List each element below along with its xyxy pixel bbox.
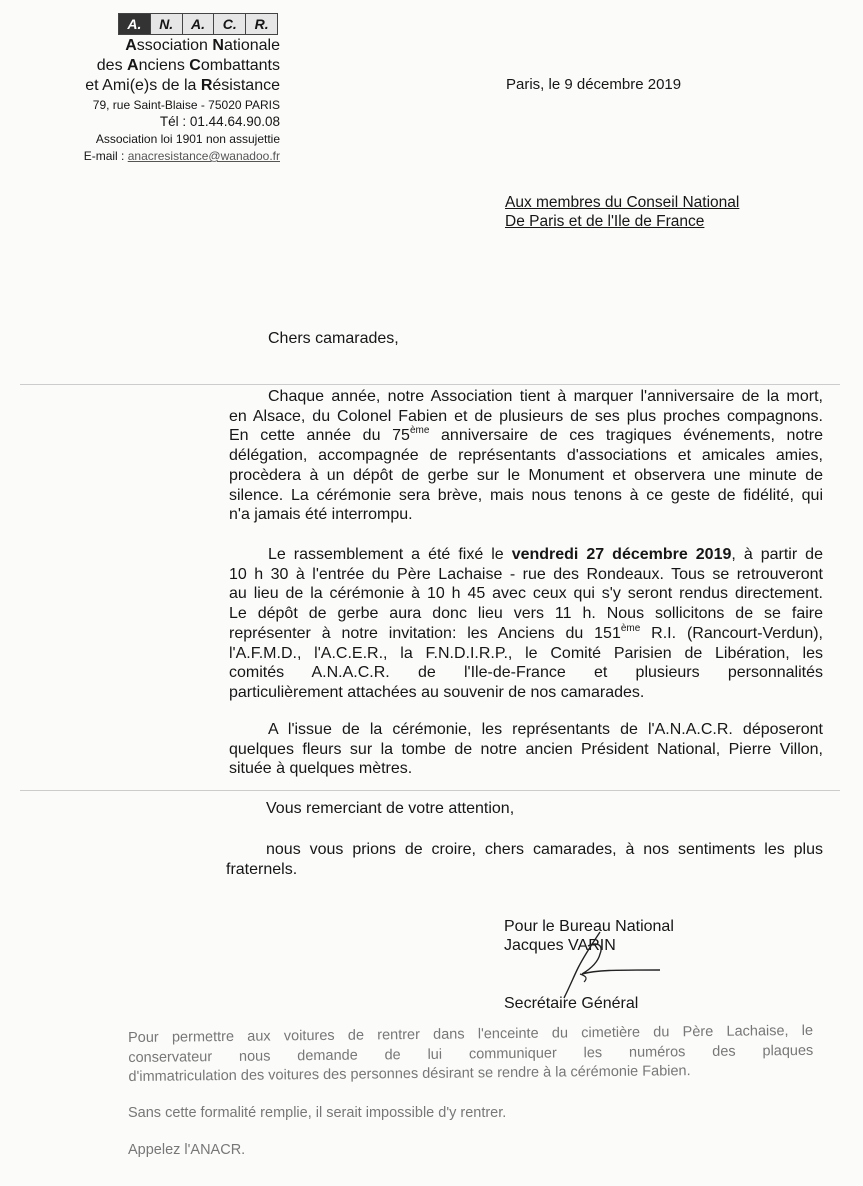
- p2-line: comités A.N.A.C.R. de l'Ile-de-France et plusieurs personnalités: [229, 664, 823, 682]
- p2-line: Le rassemblement a été fixé le vendredi 27 décembre 2019, à partir de: [268, 546, 823, 563]
- footer-line: d'immatriculation des voitures des personnes désirant se rendre à la cérémonie Fabien.: [128, 1063, 691, 1085]
- recipient-line2: De Paris et de l'Ile de France: [505, 213, 705, 230]
- signature-title: Secrétaire Général: [504, 995, 639, 1012]
- org-name-line2: des Anciens Combattants: [96, 57, 280, 74]
- handwritten-signature: [540, 930, 670, 1000]
- org-email: E-mail : anacresistance@wanadoo.fr: [83, 149, 280, 163]
- p2-line: particulièrement attachées au souvenir de nos camarades.: [229, 683, 645, 701]
- logo-letter: A.: [119, 14, 151, 34]
- org-phone: Tél : 01.44.64.90.08: [159, 114, 280, 129]
- footer-note: [128, 1022, 814, 1088]
- logo-letter: R.: [246, 14, 277, 34]
- p2-line: l'A.F.M.D., l'A.C.E.R., la F.N.D.I.R.P., le Comité Parisien de Libération, les: [229, 644, 823, 662]
- p1-line: délégation, accompagnée de représentants d'associations et amicales amies,: [229, 447, 823, 465]
- closing-formula: [226, 840, 823, 879]
- p3-line: A l'issue de la cérémonie, les représentants de l'A.N.A.C.R. déposeront: [268, 721, 823, 738]
- recipient-line1: Aux membres du Conseil National: [505, 194, 740, 211]
- p1-line: n'a jamais été interrompu.: [229, 506, 413, 524]
- anacr-logo: [118, 13, 278, 35]
- paragraph-3: [229, 720, 823, 779]
- footer-warning: Sans cette formalité remplie, il serait impossible d'y rentrer.: [128, 1105, 507, 1121]
- logo-letter: A.: [183, 14, 215, 34]
- email-link[interactable]: anacresistance@wanadoo.fr: [127, 149, 280, 163]
- closing-line: fraternels.: [226, 860, 298, 878]
- p2-line: 10 h 30 à l'entrée du Père Lachaise - rue des Rondeaux. Tous se retrouveront: [229, 565, 823, 583]
- salutation: Chers camarades,: [268, 330, 399, 347]
- org-name-line3: et Ami(e)s de la Résistance: [85, 77, 280, 94]
- footer-call: Appelez l'ANACR.: [128, 1142, 246, 1158]
- closing-line: nous vous prions de croire, chers camarades, à nos sentiments les plus: [266, 841, 823, 858]
- fold-line: [20, 790, 840, 791]
- p1-line: En cette année du 75ème anniversaire de ces tragiques événements, notre: [229, 425, 824, 445]
- p1-line: en Alsace, du Colonel Fabien et de plusieurs de ses plus proches compagnons.: [229, 407, 823, 425]
- p2-line: représenter à notre invitation: les Anciens du 151ème R.I. (Rancourt-Verdun),: [229, 622, 824, 642]
- p3-line: quelques fleurs sur la tombe de notre ancien Président National, Pierre Villon,: [229, 740, 823, 758]
- footer-line: Pour permettre aux voitures de rentrer dans l'enceinte du cimetière du Père Lachaise, le: [128, 1022, 814, 1046]
- p3-line: située à quelques mètres.: [229, 760, 413, 778]
- event-date: vendredi 27 décembre 2019: [511, 546, 732, 563]
- logo-letter: C.: [214, 14, 246, 34]
- org-name-line1: Association Nationale: [125, 37, 280, 54]
- org-address: 79, rue Saint-Blaise - 75020 PARIS: [92, 98, 280, 112]
- footer-line: conservateur nous demande de lui communiquer les numéros des plaques: [128, 1042, 814, 1066]
- p1-line: silence. La cérémonie sera brève, mais nous tenons à ce geste de fidélité, qui: [229, 486, 823, 504]
- p1-line: Chaque année, notre Association tient à marquer l'anniversaire de la mort,: [268, 388, 823, 405]
- paragraph-1: [229, 387, 823, 525]
- signature-name: Jacques VARIN: [504, 937, 616, 954]
- paragraph-2: [229, 545, 823, 703]
- letter-date: Paris, le 9 décembre 2019: [506, 76, 682, 93]
- p2-line: Le dépôt de gerbe aura donc lieu vers 11 h. Nous sollicitons de se faire: [229, 605, 823, 623]
- logo-letter: N.: [151, 14, 183, 34]
- p2-line: au lieu de la cérémonie à 10 h 45 avec ceux qui s'y seront rendus directement.: [229, 585, 823, 603]
- signature-line1: Pour le Bureau National: [504, 918, 674, 935]
- p1-line: procèdera à un dépôt de gerbe sur le Monument et observera une minute de: [229, 466, 823, 484]
- org-legal: Association loi 1901 non assujettie: [95, 132, 280, 146]
- closing-thanks: Vous remerciant de votre attention,: [266, 800, 515, 817]
- fold-line: [20, 384, 840, 385]
